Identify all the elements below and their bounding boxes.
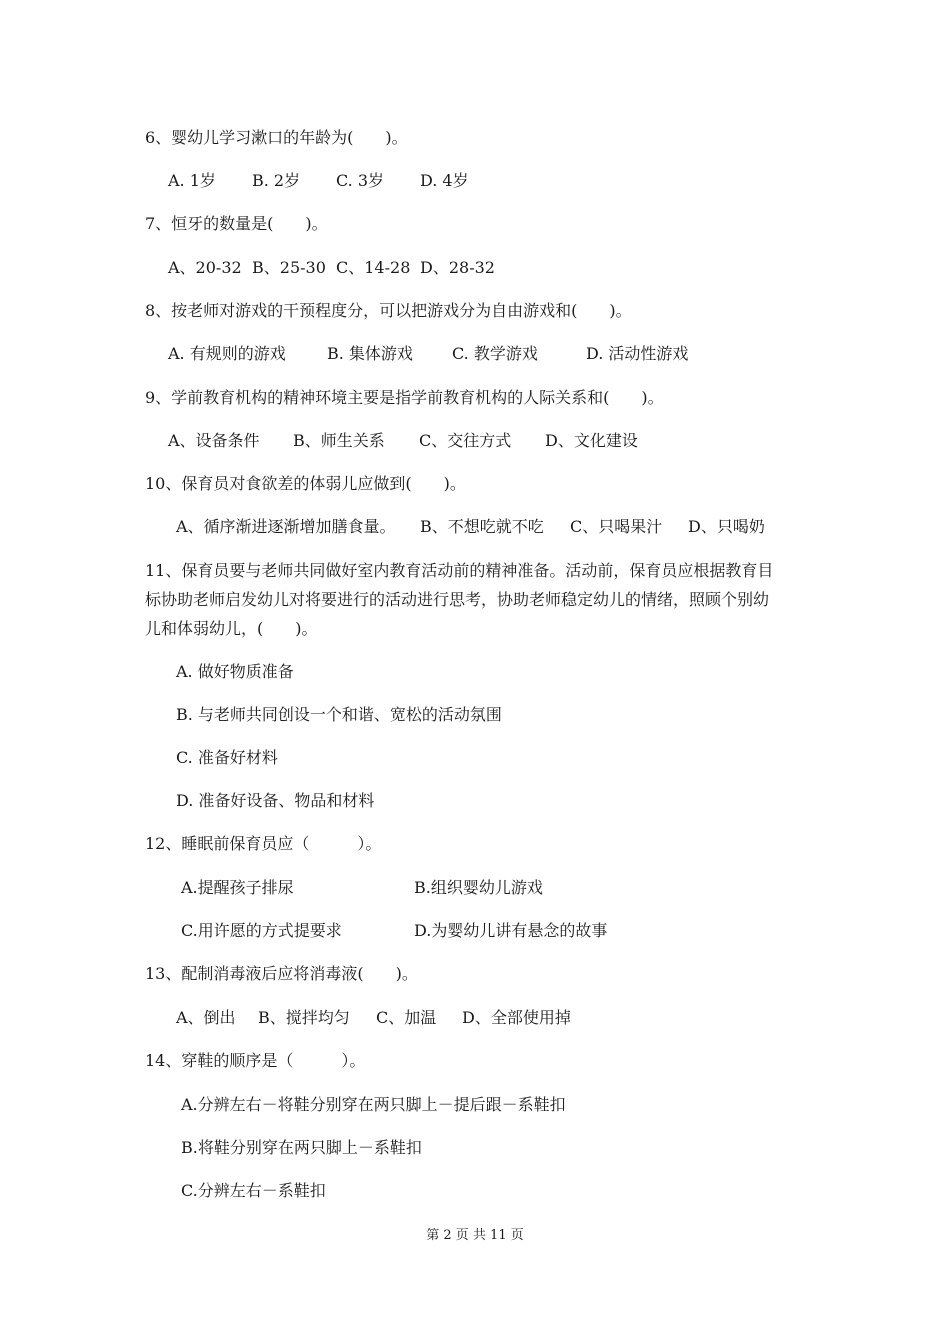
option-d: D. 准备好设备、物品和材料 [176,791,375,810]
question-11-stem-line-2: 标协助老师启发幼儿对将要进行的活动进行思考，协助老师稳定幼儿的情绪，照顾个别幼 [145,590,770,609]
option-c: C、14-28 [336,258,411,277]
option-b: B. 与老师共同创设一个和谐、宽松的活动氛围 [176,705,502,724]
option-b: B.组织婴幼儿游戏 [414,878,543,897]
option-d: D、28-32 [420,258,495,277]
option-a: A、循序渐进逐渐增加膳食量。 [176,517,396,536]
option-b: B、25-30 [252,258,326,277]
option-d: D、只喝奶 [688,517,765,536]
question-10-stem: 10、保育员对食欲差的体弱儿应做到( )。 [145,474,466,493]
question-7-stem: 7、恒牙的数量是( )。 [145,214,328,233]
option-c: C、只喝果汁 [570,517,663,536]
option-d: D. 活动性游戏 [586,344,689,363]
option-b: B、师生关系 [293,431,385,450]
option-b: B、不想吃就不吃 [420,517,544,536]
question-6-stem: 6、婴幼儿学习漱口的年龄为( )。 [145,128,408,147]
option-c: C、加温 [376,1008,437,1027]
page-number-footer: 第 2 页 共 11 页 [426,1228,524,1243]
option-b: B. 2岁 [252,171,301,190]
question-13-stem: 13、配制消毒液后应将消毒液( )。 [145,964,418,983]
option-d: D、全部使用掉 [462,1008,571,1027]
option-a: A、设备条件 [168,431,260,450]
question-9-stem: 9、学前教育机构的精神环境主要是指学前教育机构的人际关系和( )。 [145,388,664,407]
question-11-stem-line-1: 11、保育员要与老师共同做好室内教育活动前的精神准备。活动前，保育员应根据教育目 [145,561,774,580]
option-d: D.为婴幼儿讲有悬念的故事 [414,921,608,940]
question-12-stem: 12、睡眠前保育员应（ ）。 [145,834,382,853]
option-a: A.分辨左右－将鞋分别穿在两只脚上－提后跟－系鞋扣 [181,1095,566,1114]
option-d: D. 4岁 [420,171,469,190]
option-b: B. 集体游戏 [327,344,413,363]
option-a: A. 做好物质准备 [176,662,294,681]
option-d: D、文化建设 [545,431,638,450]
option-c: C.用许愿的方式提要求 [181,921,342,940]
question-8-stem: 8、按老师对游戏的干预程度分，可以把游戏分为自由游戏和( )。 [145,301,632,320]
option-c: C. 教学游戏 [452,344,538,363]
option-b: B.将鞋分别穿在两只脚上－系鞋扣 [181,1138,422,1157]
option-a: A、倒出 [176,1008,236,1027]
option-c: C、交往方式 [419,431,512,450]
option-c: C. 3岁 [336,171,385,190]
question-11-stem-line-3: 儿和体弱幼儿，( )。 [145,619,318,638]
option-a: A. 1岁 [168,171,216,190]
option-a: A.提醒孩子排尿 [181,878,294,897]
option-c: C. 准备好材料 [176,748,278,767]
option-a: A、20-32 [168,258,242,277]
option-a: A. 有规则的游戏 [168,344,286,363]
option-c: C.分辨左右－系鞋扣 [181,1181,326,1200]
question-14-stem: 14、穿鞋的顺序是（ ）。 [145,1051,366,1070]
option-b: B、搅拌均匀 [258,1008,350,1027]
